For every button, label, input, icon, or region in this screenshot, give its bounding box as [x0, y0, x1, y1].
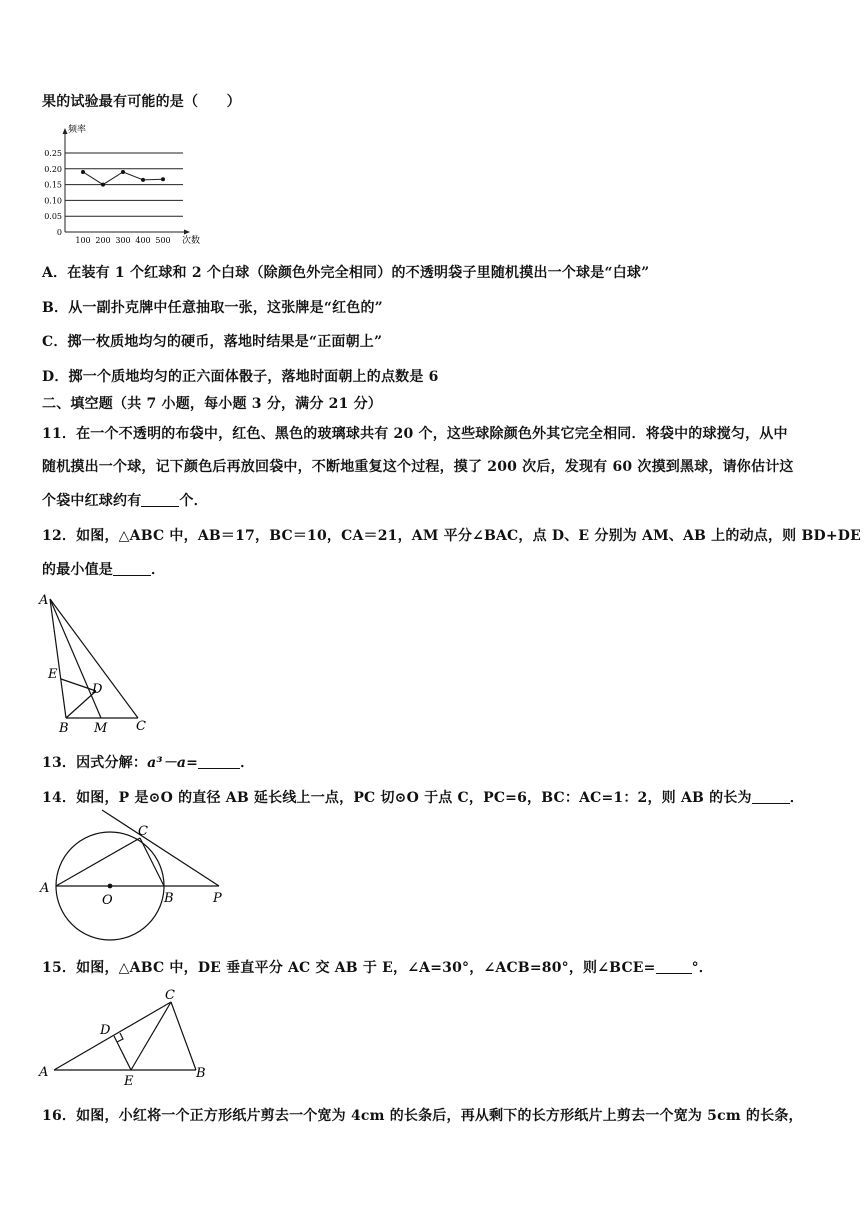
label-o: O: [102, 893, 113, 908]
q12-triangle-figure: [36, 590, 166, 740]
segment-ed: [61, 679, 96, 691]
label-a: A: [39, 1065, 49, 1080]
q11-answer-blank[interactable]: [141, 492, 179, 507]
segment-ac: [54, 1002, 171, 1070]
q10-option-a: A．在装有 1 个红球和 2 个白球（除颜色外完全相同）的不透明袋子里随机摸出一个球是“白球”: [42, 265, 650, 281]
chart-point: [81, 170, 85, 174]
chart-x-arrow: [184, 230, 190, 235]
section-heading: 二、填空题（共 7 小题，每小题 3 分，满分 21 分）: [42, 396, 383, 412]
chart-ytick-label: 0.15: [44, 180, 62, 190]
q12-line-2-text: 的最小值是: [42, 562, 113, 578]
label-a: A: [40, 881, 50, 896]
chart-y-arrow: [63, 128, 68, 134]
chart-xtick-label: 300: [115, 236, 131, 245]
label-c: C: [136, 719, 146, 734]
q15-end: °．: [691, 960, 714, 976]
chart-xlabel: 次数: [182, 236, 201, 246]
label-p: P: [213, 891, 222, 906]
label-a: A: [39, 593, 49, 608]
q13-line: [42, 752, 254, 772]
chart-point: [101, 183, 105, 187]
segment-ce: [131, 1002, 171, 1070]
q15-line: [42, 957, 713, 977]
segment-ed: [114, 1036, 131, 1070]
chart-xtick-label: 200: [95, 236, 111, 245]
q11-line-3-text: 个袋中红球约有: [42, 493, 142, 509]
frequency-chart: [38, 120, 218, 250]
center-dot: [108, 884, 113, 889]
label-d: D: [92, 682, 103, 697]
chart-ytick-label: 0.25: [44, 149, 62, 158]
q11-line-1: 11．在一个不透明的布袋中，红色、黑色的玻璃球共有 20 个，这些球除颜色外其它完全相同．将袋中的球搅匀，从中: [42, 426, 788, 442]
q14-end: ．: [789, 790, 804, 806]
q10-option-d: D．掷一个质地均匀的正六面体骰子，落地时面朝上的点数是 6: [42, 369, 439, 385]
label-c: C: [138, 824, 148, 839]
segment-cb: [171, 1002, 196, 1070]
q14-line: [42, 787, 804, 807]
q14-text: 14．如图，P 是⊙O 的直径 AB 延长线上一点，PC 切⊙O 于点 C，PC=6，BC：AC=1：2，则 AB 的长为: [42, 790, 752, 806]
chart-ytick-label: 0.20: [44, 164, 62, 174]
q10-option-b: B．从一副扑克牌中任意抽取一张，这张牌是“红色的”: [42, 300, 383, 316]
label-b: B: [196, 1066, 206, 1081]
label-m: M: [94, 721, 108, 736]
q13-end: ．: [240, 755, 255, 771]
chart-xtick-label: 500: [155, 236, 171, 245]
label-d: D: [100, 1023, 111, 1038]
label-e: E: [48, 667, 58, 682]
chart-ytick-label: 0.10: [44, 196, 62, 206]
q11-line-3-end: 个．: [179, 493, 208, 509]
chart-ylabel: 频率: [68, 125, 87, 135]
q12-line-2-end: ．: [151, 562, 166, 578]
label-b: B: [59, 721, 69, 736]
chart-xtick-label: 100: [75, 236, 91, 245]
q15-triangle-figure: [36, 985, 216, 1095]
q15-answer-blank[interactable]: [656, 959, 692, 974]
chart-point: [161, 177, 165, 181]
right-angle-mark: [117, 1033, 123, 1042]
segment-ac: [56, 838, 140, 886]
q13-prefix: 13．因式分解：: [42, 755, 148, 771]
q10-option-c: C．掷一枚质地均匀的硬币，落地时结果是“正面朝上”: [42, 334, 383, 350]
label-c: C: [165, 988, 175, 1003]
chart-point: [121, 170, 125, 174]
q10-stem-tail: 果的试验最有可能的是（ ）: [42, 94, 241, 110]
q13-expression: a³－a=: [147, 755, 199, 771]
chart-ytick-label: 0.05: [44, 212, 62, 222]
q12-line-1: 12．如图，△ABC 中，AB＝17，BC＝10，CA＝21，AM 平分∠BAC，点 D、E 分别为 AM、AB 上的动点，则 BD+DE: [42, 528, 861, 544]
tangent-pc: [102, 810, 219, 886]
label-e: E: [124, 1074, 134, 1089]
q12-answer-blank[interactable]: [113, 561, 151, 576]
label-b: B: [164, 891, 174, 906]
q16-line-1: 16．如图，小红将一个正方形纸片剪去一个宽为 4cm 的长条后，再从剩下的长方形纸片上剪去一个宽为 5cm 的长条，: [42, 1108, 803, 1124]
chart-xtick-label: 400: [135, 236, 151, 245]
q11-line-3: [42, 490, 208, 510]
q14-answer-blank[interactable]: [752, 789, 790, 804]
q12-line-2: [42, 559, 165, 579]
q13-answer-blank[interactable]: [198, 754, 240, 769]
segment-cb: [140, 838, 164, 886]
q14-circle-figure: [36, 810, 236, 945]
q11-line-2: 随机摸出一个球，记下颜色后再放回袋中，不断地重复这个过程，摸了 200 次后，发现有 60 次摸到黑球，请你估计这: [42, 459, 794, 475]
q15-text: 15．如图，△ABC 中，DE 垂直平分 AC 交 AB 于 E，∠A=30°，∠ACB=80°，则∠BCE=: [42, 960, 656, 976]
chart-point: [141, 178, 145, 182]
chart-ytick-label: 0: [56, 228, 62, 237]
